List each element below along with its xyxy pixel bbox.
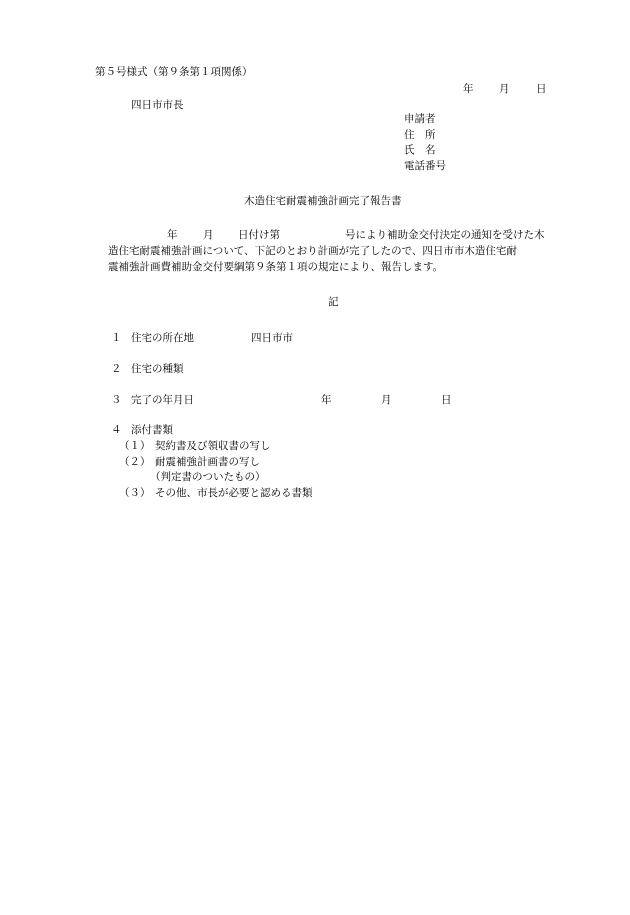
body-line2: 造住宅耐震補強計画について、下記のとおり計画が完了したので、四日市市木造住宅耐 [108, 245, 517, 257]
item-3-number: ３ [111, 394, 122, 406]
item-3-day-label: 日 [441, 394, 452, 406]
body-line1-rest: 号により補助金交付決定の通知を受けた木 [345, 229, 545, 241]
item-3-year-label: 年 [321, 394, 332, 406]
date-year-label: 年 [463, 83, 474, 95]
date-day-label: 日 [536, 83, 547, 95]
item-3-label: 完了の年月日 [131, 394, 194, 406]
item-2-number: ２ [111, 363, 122, 375]
attachment-2-note: （判定書のついたもの） [150, 471, 266, 483]
body-line3: 震補強計画費補助金交付要綱第９条第１項の規定により、報告します。 [108, 261, 444, 273]
document-title: 木造住宅耐震補強計画完了報告書 [244, 195, 402, 207]
form-number: 第５号様式（第９条第１項関係） [95, 66, 253, 78]
ki-heading: 記 [328, 296, 339, 308]
item-1-value: 四日市市 [251, 332, 293, 344]
attachment-2-text: 耐震補強計画書の写し [155, 456, 260, 468]
attachment-3-text: その他、市長が必要と認める書類 [155, 487, 313, 499]
item-1-label: 住宅の所在地 [131, 332, 194, 344]
applicant-name-label: 氏 名 [404, 144, 436, 156]
item-1-number: １ [111, 332, 122, 344]
applicant-label: 申請者 [404, 113, 436, 125]
attachment-1-number: （１） [119, 440, 151, 452]
date-month-label: 月 [499, 83, 510, 95]
attachment-3-number: （３） [119, 487, 151, 499]
attachment-1-text: 契約書及び領収書の写し [155, 440, 271, 452]
body-month-label: 月 [203, 229, 214, 241]
applicant-phone-label: 電話番号 [404, 160, 446, 172]
addressee: 四日市市長 [131, 99, 184, 111]
item-3-month-label: 月 [381, 394, 392, 406]
item-4-label: 添付書類 [131, 424, 173, 436]
attachment-2-number: （２） [119, 456, 151, 468]
item-2-label: 住宅の種類 [131, 363, 184, 375]
body-date-prefix: 日付け第 [238, 229, 280, 241]
applicant-address-label: 住 所 [404, 129, 436, 141]
item-4-number: ４ [111, 424, 122, 436]
body-year-label: 年 [167, 229, 178, 241]
